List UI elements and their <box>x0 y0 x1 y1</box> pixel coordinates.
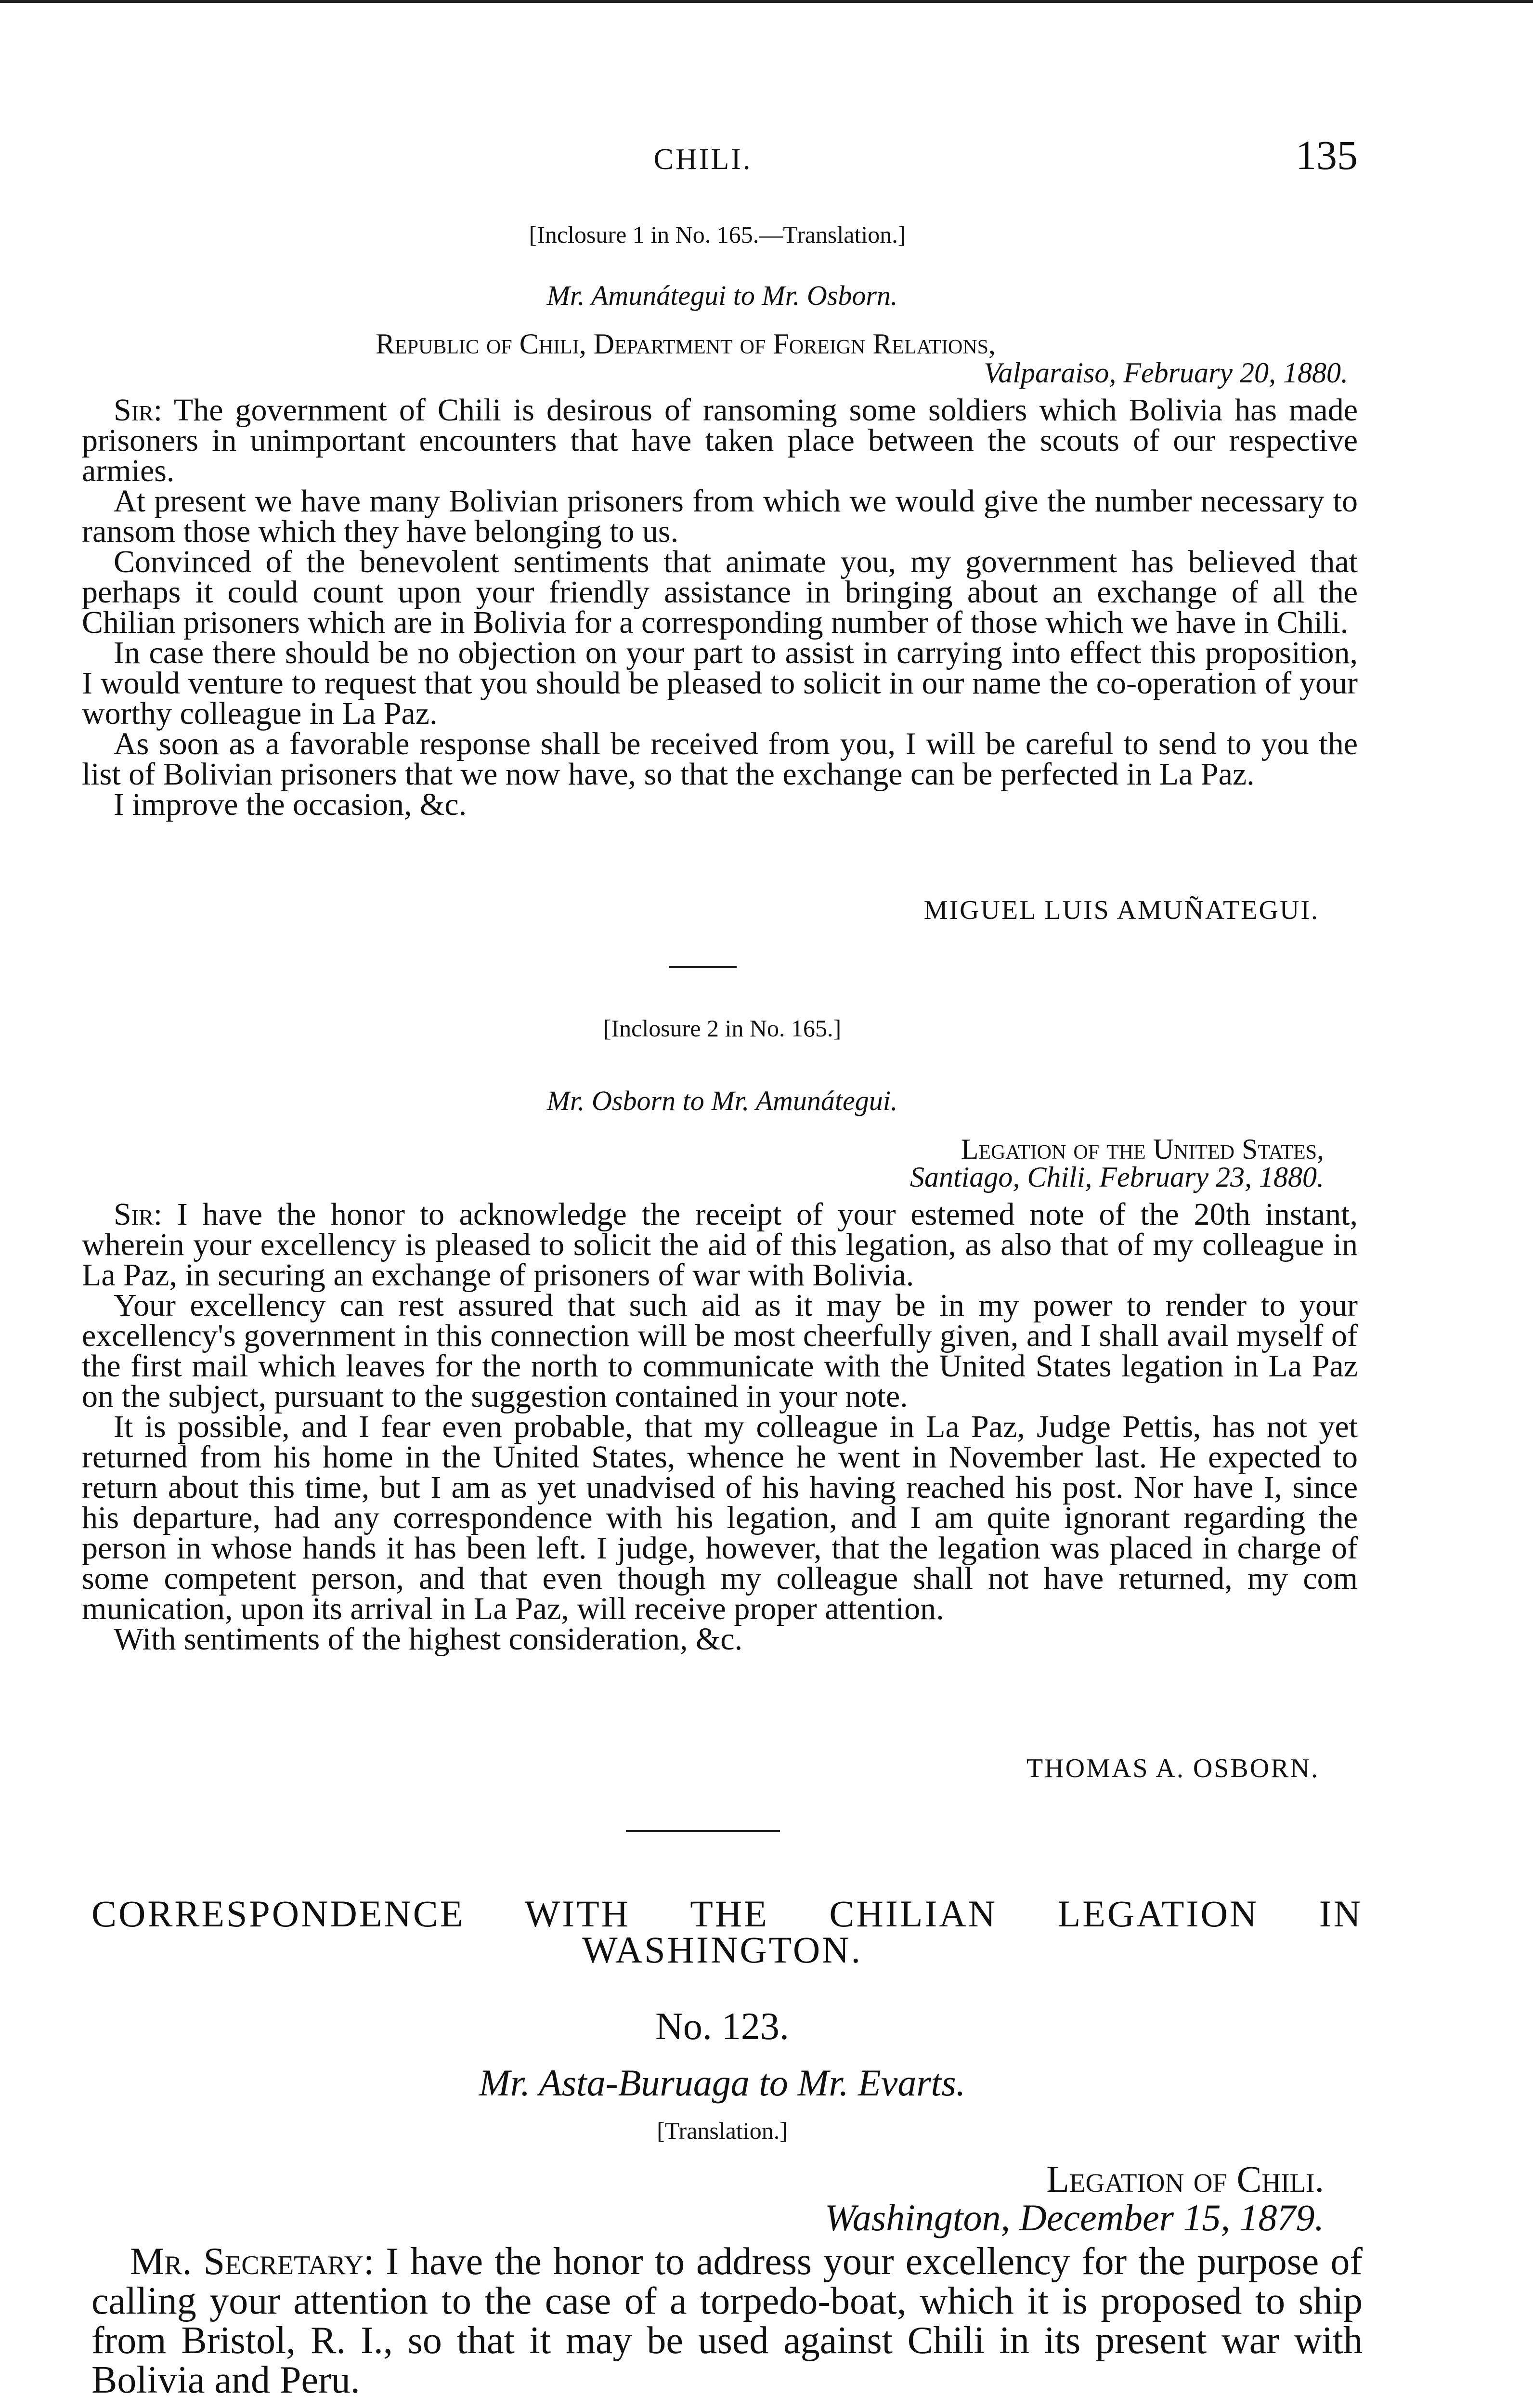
inclosure1-place-line2: Valparaiso, February 20, 1880. <box>984 357 1348 389</box>
inclosure2-paragraph-3: It is possible, and I fear even probable, that my colleague in La Paz, Judge Pettis, has not yet returned from his home in the United States, whence he went in November last. He expected to return about this time, but I am as yet unadvised of his having reached his post. Nor have I, since his departure, had any correspondence with his legation, and I am quite ignorant regarding the person in whose hands it has been left. I judge, however, that the legation was placed in charge of some competent person, and that even though my colleague shall not have returned, my com munication, upon its arrival in La Paz, will receive proper attention. <box>82 1409 1358 1626</box>
section-body <box>91 2242 1363 2400</box>
section-place-line1: Legation of Chili. <box>1046 2158 1324 2200</box>
section-place-line2: Washington, December 15, 1879. <box>824 2197 1324 2238</box>
running-title: CHILI. <box>653 143 753 176</box>
inclosure1-heading: Mr. Amunátegui to Mr. Osborn. <box>546 280 898 311</box>
section-title-line1: CORRESPONDENCE WITH THE CHILIAN LEGATION IN <box>91 1893 1363 1935</box>
inclosure2-body <box>82 1197 1358 1657</box>
inclosure1-place-line1: Republic of Chili, Department of Foreign Relations, <box>376 328 996 360</box>
inclosure2-paragraph-4: With sentiments of the highest consideration, &c. <box>114 1622 743 1657</box>
inclosure2-heading: Mr. Osborn to Mr. Amunátegui. <box>546 1085 898 1116</box>
inclosure2-signature: THOMAS A. OSBORN. <box>1026 1754 1319 1783</box>
inclosure1-paragraph-1: Sir: The government of Chili is desirous of ransoming some soldiers which Bolivia has made prisoners in unimportant encounters that have taken place between the scouts of our respective armies. <box>82 393 1358 488</box>
inclosure1-paragraph-5: As soon as a favorable response shall be received from you, I will be careful to send to you the list of Bolivian prisoners that we now have, so that the exchange can be perfected in La Paz. <box>82 726 1358 792</box>
section-number: No. 123. <box>655 2005 789 2048</box>
section-paragraph-1: Mr. Secretary: I have the honor to address your excellency for the purpose of calling your attention to the case of a torpedo-boat, which it is proposed to ship from Bristol, R. I., so that it may be used against Chili in its present war with Bolivia and Peru. <box>91 2240 1363 2401</box>
section-label: [Translation.] <box>657 2117 788 2144</box>
inclosure1-paragraph-6: I improve the occasion, &c. <box>114 787 467 822</box>
separator-rule-2 <box>626 1830 780 1832</box>
section-title-line2: WASHINGTON. <box>582 1929 863 1971</box>
inclosure1-paragraph-3: Convinced of the benevolent sentiments that animate you, my government has believed that perhaps it could count upon your friendly assistance in bringing about an exchange of all the Chilian prisoners which are in Bolivia for a corresponding number of those which we have in Chili. <box>82 544 1358 640</box>
inclosure1-body <box>82 395 1358 820</box>
inclosure2-label: [Inclosure 2 in No. 165.] <box>603 1015 842 1042</box>
section-salutation: Mr. Secretary: <box>130 2240 375 2283</box>
inclosure2-place-line1: Legation of the United States, <box>961 1133 1324 1165</box>
section-heading: Mr. Asta-Buruaga to Mr. Evarts. <box>479 2062 966 2104</box>
separator-rule-1 <box>669 966 737 968</box>
inclosure1-signature: MIGUEL LUIS AMUÑATEGUI. <box>923 895 1319 925</box>
inclosure1-salutation: Sir: <box>114 393 163 428</box>
inclosure1-paragraph-2: At present we have many Bolivian prisoners from which we would give the number necessary to ransom those which they have belonging to us. <box>82 484 1358 549</box>
inclosure1-paragraph-4: In case there should be no objection on your part to assist in carrying into effect this proposition, I would venture to request that you should be pleased to solicit in our name the co-operation of your worthy colleague in La Paz. <box>82 635 1358 731</box>
inclosure2-paragraph-2: Your excellency can rest assured that such aid as it may be in my power to render to your excellency's government in this connection will be most cheerfully given, and I shall avail myself of the first mail which leaves for the north to communicate with the United States legation in La Paz on the subject, pursuant to the suggestion contained in your note. <box>82 1288 1358 1414</box>
inclosure2-place-line2: Santiago, Chili, February 23, 1880. <box>910 1161 1324 1193</box>
top-border-rule <box>0 0 1533 3</box>
page-number: 135 <box>1296 132 1358 178</box>
inclosure2-salutation: Sir: <box>114 1197 163 1232</box>
inclosure2-paragraph-1: Sir: I have the honor to acknowledge the receipt of your estemed note of the 20th instant, wherein your excellency is pleased to solicit the aid of this legation, as also that of my colleague in La Paz, in securing an exchange of prisoners of war with Bolivia. <box>82 1197 1358 1293</box>
inclosure1-label: [Inclosure 1 in No. 165.—Translation.] <box>529 221 906 248</box>
